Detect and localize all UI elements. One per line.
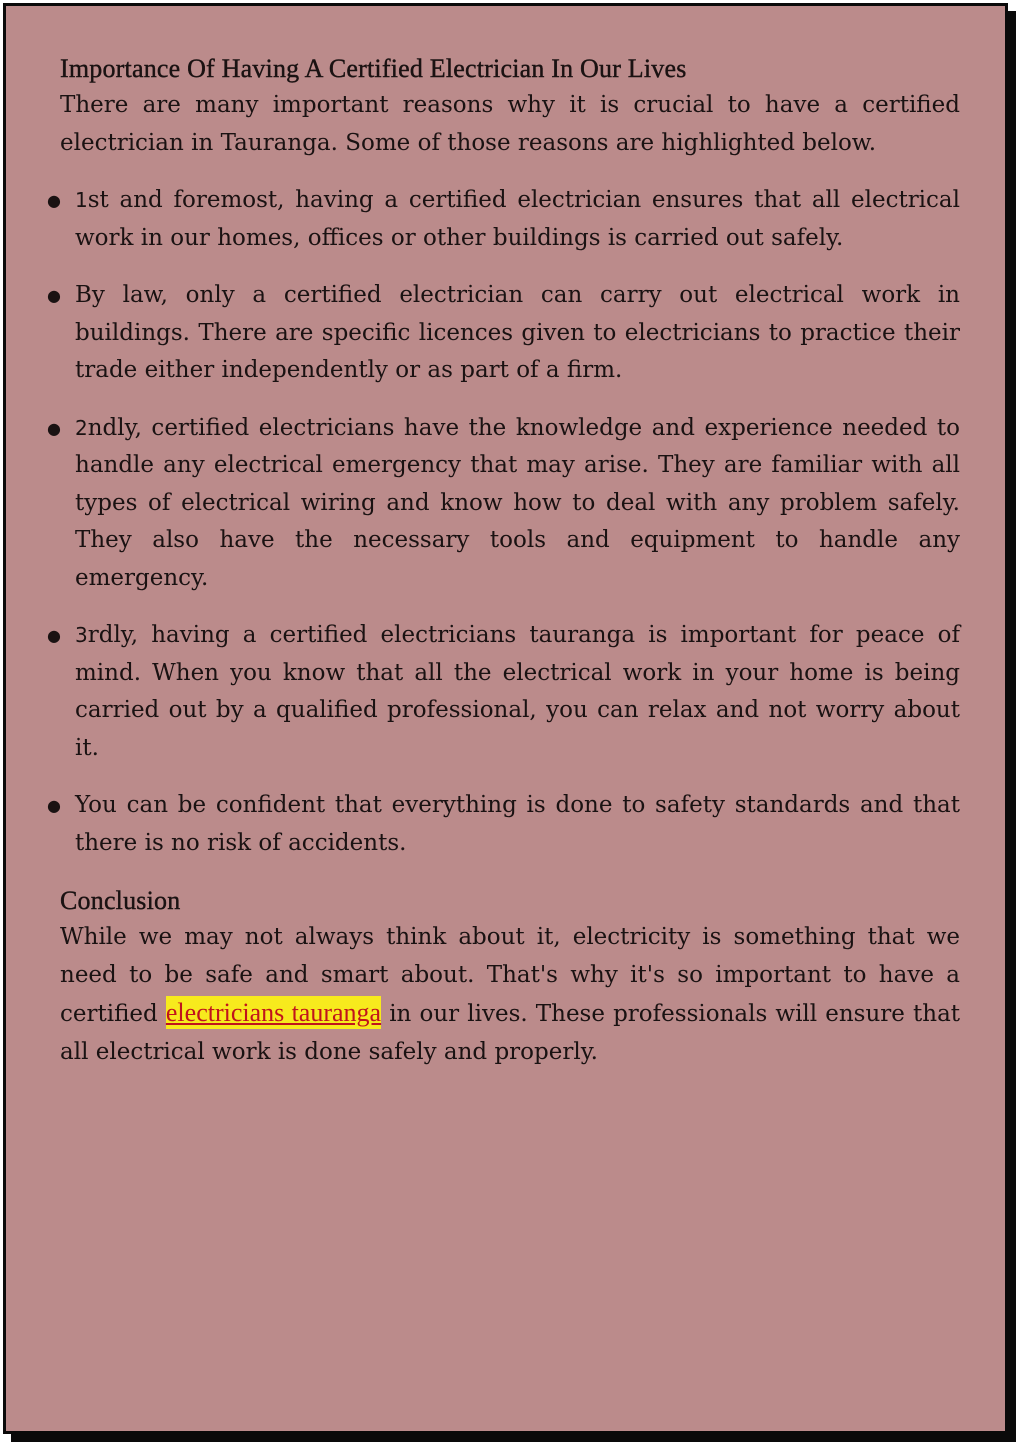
bullet-icon: ●: [47, 286, 61, 305]
spacer: [60, 390, 960, 410]
list-item-text: You can be confident that everything is done to safety standards and that there is no risk of accidents.: [75, 792, 960, 856]
bullet-icon: ●: [47, 191, 61, 210]
conclusion-paragraph: [60, 919, 960, 1071]
reasons-list: [47, 182, 960, 862]
bullet-icon: ●: [47, 796, 61, 815]
spacer: [60, 862, 960, 882]
spacer: [60, 162, 960, 182]
ordinal-number: 2: [75, 415, 88, 440]
conclusion-text-after: in our lives. These professionals will ensure that all electrical work is done safely and properly.: [60, 1001, 961, 1065]
ordinal-number: 1: [75, 188, 88, 212]
list-item-text: By law, only a certified electrician can carry out electrical work in buildings. There are specific licences given to electricians to practice their trade either independently or as part of a firm.: [75, 282, 960, 383]
bullet-icon: ●: [47, 626, 61, 645]
list-item: [47, 410, 960, 598]
list-item-text: ndly, certified electricians have the knowledge and experience needed to handle any electrical emergency that may arise. They are familiar with all types of electrical wiring and know how to deal with any problem safely. They also have the necessary tools and equipment to handle any emergency.: [75, 414, 960, 591]
spacer: [60, 767, 960, 787]
list-item-text: rdly, having a certified electricians tauranga is important for peace of mind. When you know that all the electrical work in your home is being carried out by a qualified professional, you can relax and not worry about it.: [75, 622, 960, 761]
list-item: [47, 617, 960, 767]
list-item: [47, 277, 960, 390]
list-item-text: st and foremost, having a certified electrician ensures that all electrical work in our homes, offices or other buildings is carried out safely.: [75, 187, 960, 251]
electricians-tauranga-link[interactable]: electricians tauranga: [165, 998, 382, 1027]
document-content: [47, 50, 961, 1071]
intro-paragraph: There are many important reasons why it is crucial to have a certified electrician in Tauranga. Some of those reasons are highlighted below.: [60, 92, 960, 156]
spacer: [60, 257, 960, 277]
bullet-icon: ●: [47, 418, 61, 438]
conclusion-heading: Conclusion: [60, 886, 181, 915]
conclusion-text-before: While we may not always think about it, electricity is something that we need to be safe and smart about. That's why it's so important to have a certified: [60, 924, 960, 1027]
ordinal-number: 3: [75, 623, 88, 647]
list-item: [47, 182, 960, 257]
document-page: [3, 3, 1008, 1434]
list-item: [47, 787, 960, 862]
spacer: [60, 597, 960, 617]
document-title: Importance Of Having A Certified Electrician In Our Lives: [60, 54, 687, 83]
